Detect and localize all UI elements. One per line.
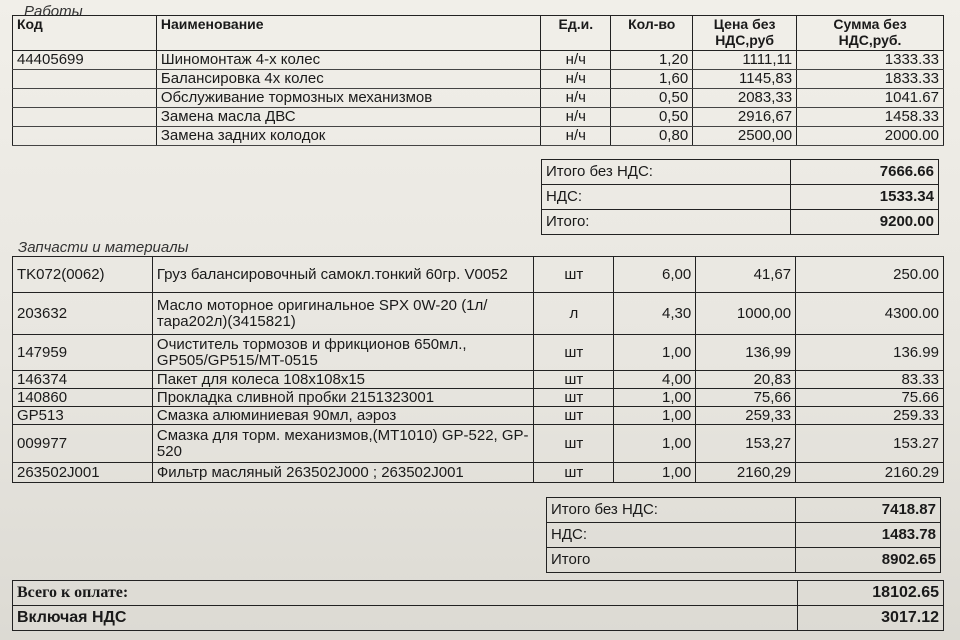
row-price: 2160,29 bbox=[696, 463, 796, 483]
row-price: 136,99 bbox=[696, 335, 796, 371]
row-price: 1145,83 bbox=[693, 70, 797, 89]
row-code bbox=[13, 127, 157, 146]
totals-row bbox=[542, 185, 939, 210]
row-name: Прокладка сливной пробки 2151323001 bbox=[152, 389, 534, 407]
row-name: Шиномонтаж 4-х колес bbox=[156, 51, 540, 70]
row-sum: 153.27 bbox=[796, 425, 944, 463]
row-unit: л bbox=[534, 293, 614, 335]
row-name: Балансировка 4х колес bbox=[156, 70, 540, 89]
totals-row bbox=[542, 160, 939, 185]
row-unit: шт bbox=[534, 257, 614, 293]
row-sum: 4300.00 bbox=[796, 293, 944, 335]
row-name: Обслуживание тормозных механизмов bbox=[156, 89, 540, 108]
totals-label: Итого bbox=[547, 548, 796, 573]
row-code: TK072(0062) bbox=[13, 257, 153, 293]
grand-total-value: 18102.65 bbox=[798, 581, 944, 606]
grand-total-table bbox=[12, 580, 944, 631]
row-code: 44405699 bbox=[13, 51, 157, 70]
table-row bbox=[13, 389, 944, 407]
works-section-title: Работы bbox=[24, 3, 83, 20]
col-unit-header: Ед.и. bbox=[541, 16, 611, 51]
row-sum: 136.99 bbox=[796, 335, 944, 371]
row-price: 1111,11 bbox=[693, 51, 797, 70]
row-name: Груз балансировочный самокл.тонкий 60гр. V0052 bbox=[152, 257, 534, 293]
row-name: Масло моторное оригинальное SPX 0W-20 (1л/тара202л)(3415821) bbox=[152, 293, 534, 335]
col-sum-header: Сумма без НДС,руб. bbox=[797, 16, 944, 51]
row-code: 140860 bbox=[13, 389, 153, 407]
row-unit: шт bbox=[534, 425, 614, 463]
totals-row bbox=[547, 523, 941, 548]
row-qty: 0,80 bbox=[611, 127, 693, 146]
grand-vat-label: Включая НДС bbox=[13, 606, 798, 631]
row-sum: 1333.33 bbox=[797, 51, 944, 70]
totals-row bbox=[542, 210, 939, 235]
row-sum: 83.33 bbox=[796, 371, 944, 389]
row-qty: 1,60 bbox=[611, 70, 693, 89]
totals-value: 1533.34 bbox=[791, 185, 939, 210]
table-row bbox=[13, 51, 944, 70]
row-qty: 1,20 bbox=[611, 51, 693, 70]
row-qty: 1,00 bbox=[614, 335, 696, 371]
row-unit: н/ч bbox=[541, 89, 611, 108]
row-name: Очиститель тормозов и фрикционов 650мл., GP505/GP515/MT-0515 bbox=[152, 335, 534, 371]
works-totals bbox=[541, 159, 939, 235]
row-sum: 1041.67 bbox=[797, 89, 944, 108]
row-unit: н/ч bbox=[541, 108, 611, 127]
row-name: Замена задних колодок bbox=[156, 127, 540, 146]
row-unit: н/ч bbox=[541, 51, 611, 70]
row-sum: 2160.29 bbox=[796, 463, 944, 483]
table-row bbox=[13, 108, 944, 127]
row-sum: 2000.00 bbox=[797, 127, 944, 146]
works-header-row bbox=[13, 16, 944, 51]
row-price: 41,67 bbox=[696, 257, 796, 293]
row-qty: 6,00 bbox=[614, 257, 696, 293]
totals-label: Итого без НДС: bbox=[547, 498, 796, 523]
row-name: Смазка для торм. механизмов,(MT1010) GP-522, GP-520 bbox=[152, 425, 534, 463]
totals-row bbox=[547, 498, 941, 523]
totals-value: 8902.65 bbox=[796, 548, 941, 573]
totals-label: НДС: bbox=[547, 523, 796, 548]
table-row bbox=[13, 371, 944, 389]
totals-label: НДС: bbox=[542, 185, 791, 210]
totals-value: 9200.00 bbox=[791, 210, 939, 235]
table-row bbox=[13, 407, 944, 425]
row-unit: шт bbox=[534, 371, 614, 389]
row-price: 20,83 bbox=[696, 371, 796, 389]
row-price: 153,27 bbox=[696, 425, 796, 463]
row-sum: 1833.33 bbox=[797, 70, 944, 89]
row-code bbox=[13, 108, 157, 127]
row-qty: 4,00 bbox=[614, 371, 696, 389]
row-sum: 250.00 bbox=[796, 257, 944, 293]
row-price: 75,66 bbox=[696, 389, 796, 407]
row-code: GP513 bbox=[13, 407, 153, 425]
totals-row bbox=[547, 548, 941, 573]
parts-table bbox=[12, 256, 944, 483]
row-name: Фильтр масляный 263502J000 ; 263502J001 bbox=[152, 463, 534, 483]
grand-total-row bbox=[13, 581, 944, 606]
grand-total-label: Всего к оплате: bbox=[13, 581, 798, 606]
table-row bbox=[13, 127, 944, 146]
totals-value: 7666.66 bbox=[791, 160, 939, 185]
row-qty: 0,50 bbox=[611, 108, 693, 127]
row-code: 147959 bbox=[13, 335, 153, 371]
row-code: 263502J001 bbox=[13, 463, 153, 483]
row-price: 1000,00 bbox=[696, 293, 796, 335]
table-row bbox=[13, 89, 944, 108]
row-qty: 1,00 bbox=[614, 407, 696, 425]
row-code: 009977 bbox=[13, 425, 153, 463]
col-name-header: Наименование bbox=[156, 16, 540, 51]
grand-vat-row bbox=[13, 606, 944, 631]
row-code: 146374 bbox=[13, 371, 153, 389]
totals-label: Итого без НДС: bbox=[542, 160, 791, 185]
totals-value: 7418.87 bbox=[796, 498, 941, 523]
row-unit: н/ч bbox=[541, 127, 611, 146]
row-sum: 1458.33 bbox=[797, 108, 944, 127]
col-code-header: Код bbox=[13, 16, 157, 51]
col-price-header: Цена без НДС,руб bbox=[693, 16, 797, 51]
row-name: Пакет для колеса 108x108x15 bbox=[152, 371, 534, 389]
table-row bbox=[13, 335, 944, 371]
row-sum: 75.66 bbox=[796, 389, 944, 407]
parts-section-title: Запчасти и материалы bbox=[18, 239, 189, 256]
row-code bbox=[13, 70, 157, 89]
totals-value: 1483.78 bbox=[796, 523, 941, 548]
row-price: 2500,00 bbox=[693, 127, 797, 146]
row-name: Замена масла ДВС bbox=[156, 108, 540, 127]
col-qty-header: Кол-во bbox=[611, 16, 693, 51]
table-row bbox=[13, 463, 944, 483]
row-qty: 1,00 bbox=[614, 425, 696, 463]
table-row bbox=[13, 293, 944, 335]
works-table bbox=[12, 15, 944, 146]
row-unit: шт bbox=[534, 389, 614, 407]
row-price: 259,33 bbox=[696, 407, 796, 425]
totals-label: Итого: bbox=[542, 210, 791, 235]
row-qty: 4,30 bbox=[614, 293, 696, 335]
row-qty: 1,00 bbox=[614, 463, 696, 483]
row-price: 2916,67 bbox=[693, 108, 797, 127]
row-code: 203632 bbox=[13, 293, 153, 335]
table-row bbox=[13, 257, 944, 293]
row-code bbox=[13, 89, 157, 108]
row-sum: 259.33 bbox=[796, 407, 944, 425]
row-unit: шт bbox=[534, 463, 614, 483]
table-row bbox=[13, 425, 944, 463]
row-qty: 1,00 bbox=[614, 389, 696, 407]
grand-vat-value: 3017.12 bbox=[798, 606, 944, 631]
table-row bbox=[13, 70, 944, 89]
row-qty: 0,50 bbox=[611, 89, 693, 108]
parts-totals bbox=[546, 497, 941, 573]
row-unit: шт bbox=[534, 407, 614, 425]
row-price: 2083,33 bbox=[693, 89, 797, 108]
row-unit: шт bbox=[534, 335, 614, 371]
row-name: Смазка алюминиевая 90мл, аэроз bbox=[152, 407, 534, 425]
row-unit: н/ч bbox=[541, 70, 611, 89]
